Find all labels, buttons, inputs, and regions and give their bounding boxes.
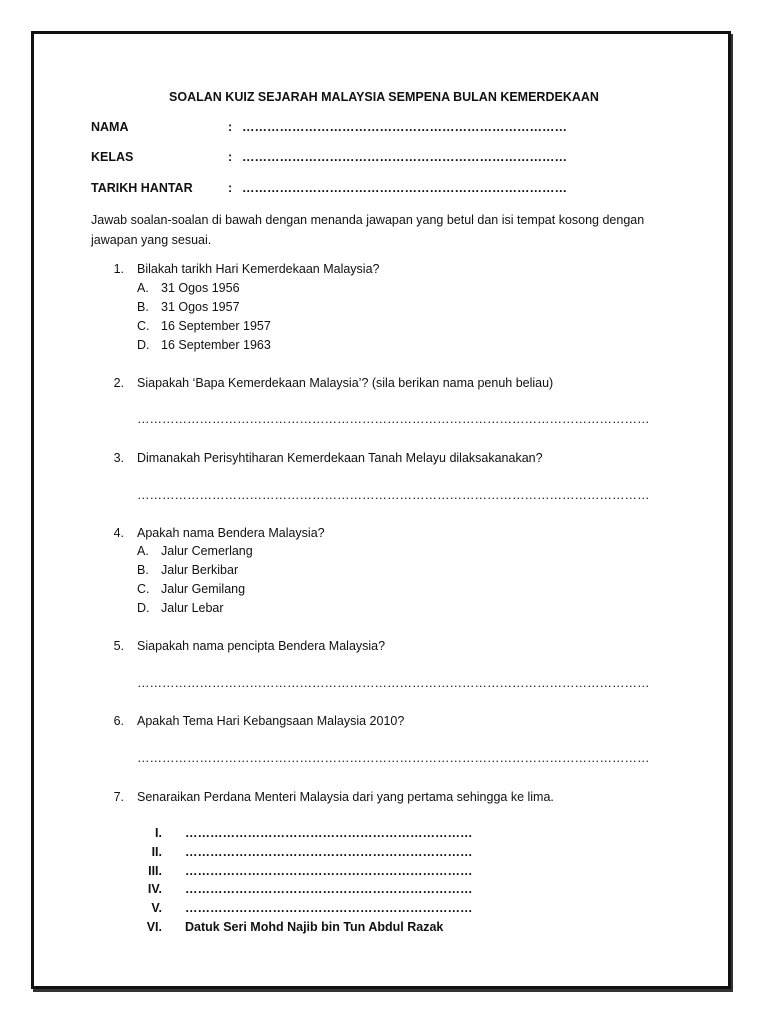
field-label-kelas: KELAS (91, 150, 134, 164)
option-text: Jalur Lebar (161, 601, 224, 615)
question-number: 5. (113, 639, 124, 653)
question-number: 6. (113, 714, 124, 728)
roman-numeral: IV. (147, 882, 162, 896)
list-answer-blank: …………………………………………………………… (185, 901, 473, 915)
option-letter: D. (137, 338, 150, 352)
option-letter: C. (137, 582, 150, 596)
field-value-tarikh-hantar: …………………………………………………………………… (242, 181, 567, 195)
field-value-kelas: …………………………………………………………………… (242, 150, 567, 164)
question-6-text: Apakah Tema Hari Kebangsaan Malaysia 2010? (137, 714, 405, 728)
option-text: Jalur Berkibar (161, 563, 239, 577)
answer-blank: …………………………………………………………………………………………………………… (137, 751, 650, 765)
option-letter: B. (137, 300, 149, 314)
option-text: Jalur Gemilang (161, 582, 246, 596)
list-answer-blank: …………………………………………………………… (185, 845, 473, 859)
roman-numeral: III. (148, 864, 162, 878)
list-answer-text: Datuk Seri Mohd Najib bin Tun Abdul Razak (185, 920, 444, 934)
option-letter: A. (137, 544, 149, 558)
question-5-text: Siapakah nama pencipta Bendera Malaysia? (137, 639, 386, 653)
field-colon: : (228, 120, 233, 134)
roman-numeral: V. (151, 901, 162, 915)
option-text: 31 Ogos 1956 (161, 281, 240, 295)
option-text: 16 September 1963 (161, 338, 271, 352)
field-label-nama: NAMA (91, 120, 129, 134)
field-value-nama: …………………………………………………………………… (242, 120, 567, 134)
roman-numeral: II. (151, 845, 162, 859)
roman-numeral: I. (155, 826, 162, 840)
question-number: 1. (113, 262, 124, 276)
question-number: 3. (113, 451, 124, 465)
option-letter: B. (137, 563, 149, 577)
question-3-text: Dimanakah Perisyhtiharan Kemerdekaan Tanah Melayu dilaksakanakan? (137, 451, 543, 465)
list-answer-blank: …………………………………………………………… (185, 864, 473, 878)
option-letter: C. (137, 319, 150, 333)
list-answer-blank: …………………………………………………………… (185, 826, 473, 840)
instructions: Jawab soalan-soalan di bawah dengan menanda jawapan yang betul dan isi tempat kosong dengan jawapan yang sesuai. (91, 213, 645, 247)
field-colon: : (228, 181, 233, 195)
document-title: SOALAN KUIZ SEJARAH MALAYSIA SEMPENA BULAN KEMERDEKAAN (169, 90, 599, 104)
list-answer-blank: …………………………………………………………… (185, 882, 473, 896)
answer-blank: …………………………………………………………………………………………………………… (137, 488, 650, 502)
field-colon: : (228, 150, 233, 164)
option-text: 31 Ogos 1957 (161, 300, 240, 314)
question-number: 4. (113, 526, 124, 540)
question-1-text: Bilakah tarikh Hari Kemerdekaan Malaysia? (137, 262, 380, 276)
roman-numeral: VI. (146, 920, 162, 934)
option-text: 16 September 1957 (161, 319, 271, 333)
option-text: Jalur Cemerlang (161, 544, 253, 558)
answer-blank: …………………………………………………………………………………………………………… (137, 676, 650, 690)
question-7-text: Senaraikan Perdana Menteri Malaysia dari yang pertama sehingga ke lima. (137, 790, 554, 804)
question-number: 7. (113, 790, 124, 804)
field-label-tarikh-hantar: TARIKH HANTAR (91, 181, 193, 195)
option-letter: D. (137, 601, 150, 615)
question-2-text: Siapakah ‘Bapa Kemerdekaan Malaysia’? (sila berikan nama penuh beliau) (137, 376, 554, 390)
option-letter: A. (137, 281, 149, 295)
question-number: 2. (113, 376, 124, 390)
answer-blank: …………………………………………………………………………………………………………… (137, 412, 650, 426)
question-4-text: Apakah nama Bendera Malaysia? (137, 526, 325, 540)
